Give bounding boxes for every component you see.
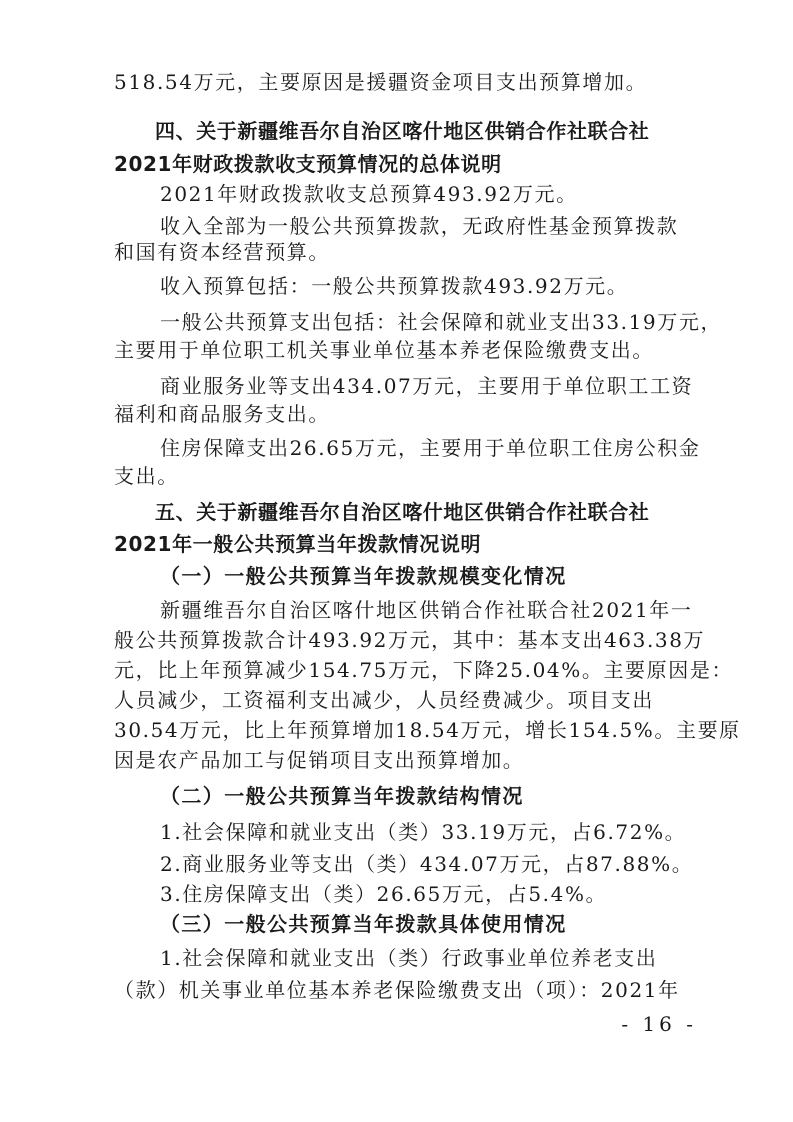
para-line-15: 人员减少，工资福利支出减少，人员经费减少。项目支出 xyxy=(114,688,654,712)
para-line-3: 收入全部为一般公共预算拨款，无政府性基金预算拨款 xyxy=(160,214,679,238)
para-line-19: （款）机关事业单位基本养老保险缴费支出（项）：2021年 xyxy=(114,978,680,1002)
para-line-13: 般公共预算拨款合计493.92万元，其中：基本支出463.38万 xyxy=(114,628,706,652)
subheading-2: （二）一般公共预算当年拨款结构情况 xyxy=(160,784,524,808)
para-line-14: 元，比上年预算减少154.75万元，下降25.04%。主要原因是： xyxy=(114,658,734,682)
para-line-12: 新疆维吾尔自治区喀什地区供销合作社联合社2021年一 xyxy=(160,598,693,622)
para-line-18: 1.社会保障和就业支出（类）行政事业单位养老支出 xyxy=(160,946,658,970)
para-line-6: 一般公共预算支出包括：社会保障和就业支出33.19万元， xyxy=(160,310,723,334)
heading-4-line-1: 四、关于新疆维吾尔自治区喀什地区供销合作社联合社 xyxy=(155,119,650,143)
para-line-10: 住房保障支出26.65万元，主要用于单位职工住房公积金 xyxy=(160,436,701,460)
para-line-7: 主要用于单位职工机关事业单位基本养老保险缴费支出。 xyxy=(114,338,654,362)
heading-5-line-1: 五、关于新疆维吾尔自治区喀什地区供销合作社联合社 xyxy=(155,500,650,524)
list-item-1: 1.社会保障和就业支出（类）33.19万元，占6.72%。 xyxy=(160,820,687,844)
para-line-11: 支出。 xyxy=(114,464,179,488)
subheading-1: （一）一般公共预算当年拨款规模变化情况 xyxy=(160,564,567,588)
para-line-4: 和国有资本经营预算。 xyxy=(114,240,330,264)
subheading-3: （三）一般公共预算当年拨款具体使用情况 xyxy=(160,912,567,936)
para-line-9: 福利和商品服务支出。 xyxy=(114,402,330,426)
para-line-16: 30.54万元，比上年预算增加18.54万元，增长154.5%。主要原 xyxy=(114,718,741,742)
para-line-17: 因是农产品加工与促销项目支出预算增加。 xyxy=(114,748,525,772)
para-line-8: 商业服务业等支出434.07万元，主要用于单位职工工资 xyxy=(160,374,694,398)
para-line-2: 2021年财政拨款收支总预算493.92万元。 xyxy=(160,182,578,206)
list-item-2: 2.商业服务业等支出（类）434.07万元，占87.88%。 xyxy=(160,852,694,876)
heading-5-line-2: 2021年一般公共预算当年拨款情况说明 xyxy=(114,532,482,556)
list-item-3: 3.住房保障支出（类）26.65万元，占5.4%。 xyxy=(160,882,608,906)
heading-4-line-2: 2021年财政拨款收支预算情况的总体说明 xyxy=(114,152,502,176)
para-line-1: 518.54万元，主要原因是援疆资金项目支出预算增加。 xyxy=(114,70,648,94)
page-number: - 16 - xyxy=(621,1012,697,1036)
para-line-5: 收入预算包括：一般公共预算拨款493.92万元。 xyxy=(160,274,629,298)
